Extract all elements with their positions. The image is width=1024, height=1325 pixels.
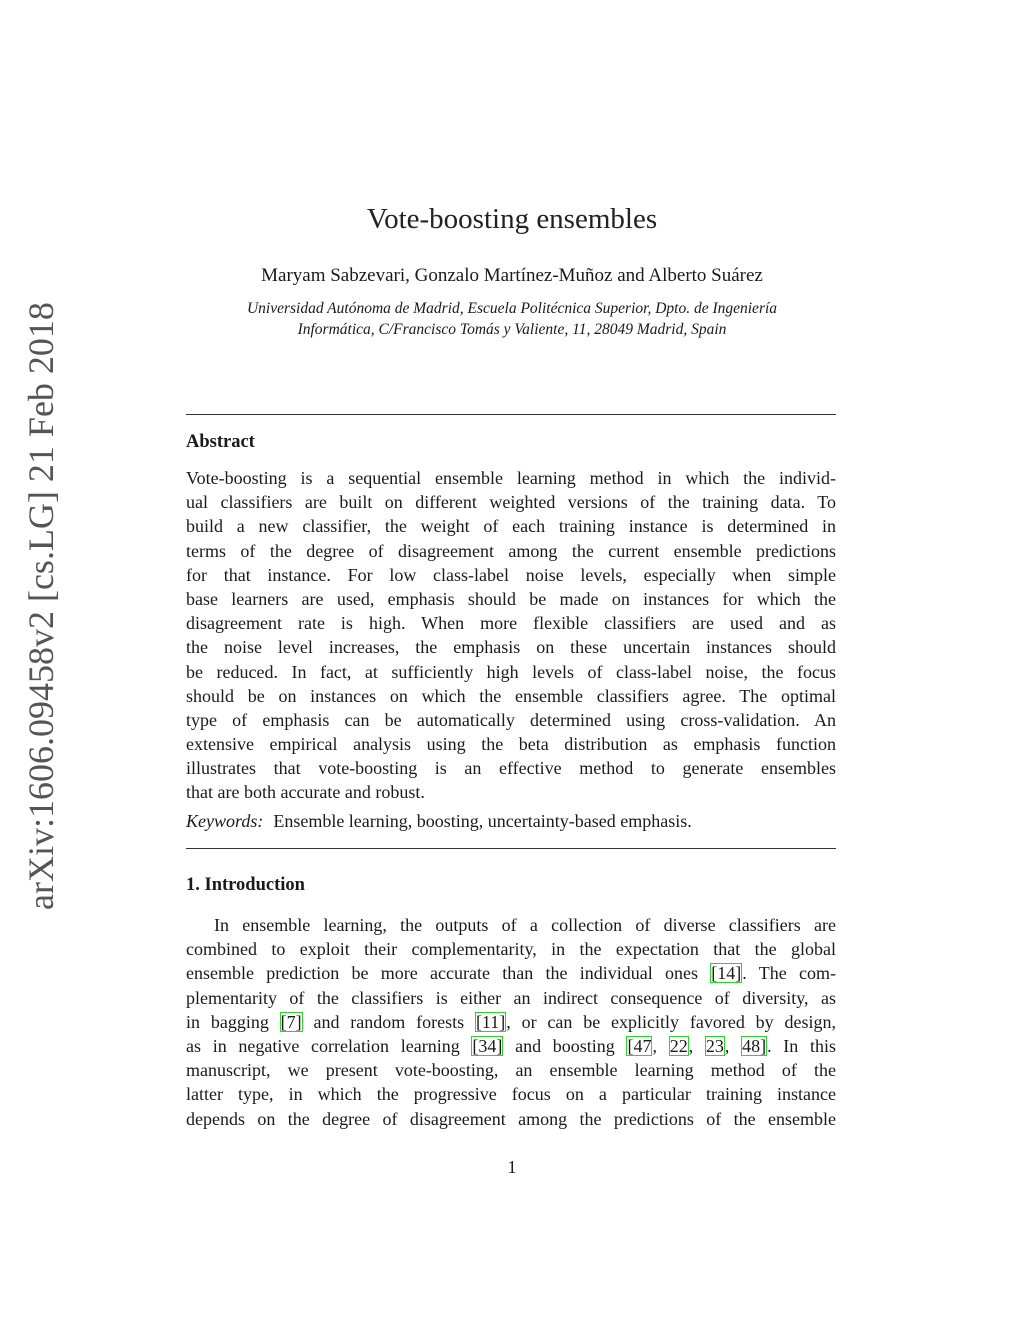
page-number: 1	[507, 1157, 517, 1177]
bottom-divider	[186, 848, 836, 849]
citation-link[interactable]: [11]	[475, 1011, 506, 1032]
intro-line: ensemble prediction be more accurate than the individual ones [14]. The com-	[186, 963, 836, 984]
citation-link[interactable]: [14]	[711, 963, 742, 984]
citation-link[interactable]: 48]	[742, 1035, 767, 1056]
introduction-heading: 1. Introduction	[186, 875, 305, 895]
affiliation	[0, 298, 1024, 340]
introduction-body	[186, 913, 836, 1131]
paper-title: Vote-boosting ensembles	[366, 203, 658, 235]
abstract-line: disagreement rate is high. When more flexible classifiers are used and as	[186, 613, 836, 634]
citation-link[interactable]: [47	[627, 1035, 652, 1056]
intro-line: plementarity of the classifiers is either an indirect consequence of diversity, as	[186, 987, 836, 1008]
author-list: Maryam Sabzevari, Gonzalo Martínez-Muñoz and Alberto Suárez	[261, 265, 763, 286]
abstract-line: the noise level increases, the emphasis on these uncertain instances should	[186, 637, 836, 658]
intro-line: combined to exploit their complementarity, in the expectation that the global	[186, 939, 836, 960]
abstract-line: extensive empirical analysis using the beta distribution as emphasis function	[186, 734, 836, 755]
abstract-line: build a new classifier, the weight of each training instance is determined in	[186, 516, 836, 537]
abstract-line: that are both accurate and robust.	[186, 782, 425, 803]
abstract-line: should be on instances on which the ensemble classifiers agree. The optimal	[186, 685, 836, 706]
abstract-line: Vote-boosting is a sequential ensemble learning method in which the individ-	[186, 468, 836, 488]
abstract-line: terms of the degree of disagreement among the current ensemble predictions	[186, 540, 836, 561]
citation-link[interactable]: [7]	[280, 1011, 302, 1032]
abstract-body	[186, 466, 836, 805]
intro-line: manuscript, we present vote-boosting, an ensemble learning method of the	[186, 1060, 836, 1081]
abstract-line: for that instance. For low class-label noise levels, especially when simple	[186, 564, 836, 585]
arxiv-identifier: arXiv:1606.09458v2 [cs.LG] 21 Feb 2018	[21, 302, 61, 910]
abstract-line: be reduced. In fact, at sufficiently high levels of class-label noise, the focus	[186, 661, 836, 682]
intro-line: In ensemble learning, the outputs of a collection of diverse classifiers are	[214, 915, 836, 935]
abstract-line: type of emphasis can be automatically determined using cross-validation. An	[186, 709, 836, 730]
abstract-line: base learners are used, emphasis should be made on instances for which the	[186, 588, 836, 609]
intro-line: as in negative correlation learning [34] and boosting [47, 22, 23, 48]. In this	[186, 1035, 836, 1056]
keywords-text: Ensemble learning, boosting, uncertainty-based emphasis.	[273, 811, 692, 831]
top-divider	[186, 414, 836, 415]
citation-link[interactable]: [34]	[472, 1035, 503, 1056]
affiliation-line: Universidad Autónoma de Madrid, Escuela Politécnica Superior, Dpto. de Ingeniería	[246, 300, 778, 317]
intro-line: in bagging [7] and random forests [11], or can be explicitly favored by design,	[186, 1011, 836, 1032]
keywords	[186, 811, 836, 832]
affiliation-line: Informática, C/Francisco Tomás y Valiente, 11, 28049 Madrid, Spain	[297, 321, 727, 338]
abstract-line: ual classifiers are built on different weighted versions of the training data. To	[186, 492, 836, 513]
abstract-heading: Abstract	[186, 432, 255, 452]
intro-line: latter type, in which the progressive focus on a particular training instance	[186, 1084, 836, 1105]
intro-line: depends on the degree of disagreement among the predictions of the ensemble	[186, 1108, 836, 1129]
citation-link[interactable]: 22	[669, 1035, 688, 1056]
citation-link[interactable]: 23	[705, 1035, 724, 1056]
keywords-label: Keywords:	[186, 811, 264, 831]
abstract-line: illustrates that vote-boosting is an effective method to generate ensembles	[186, 758, 836, 779]
